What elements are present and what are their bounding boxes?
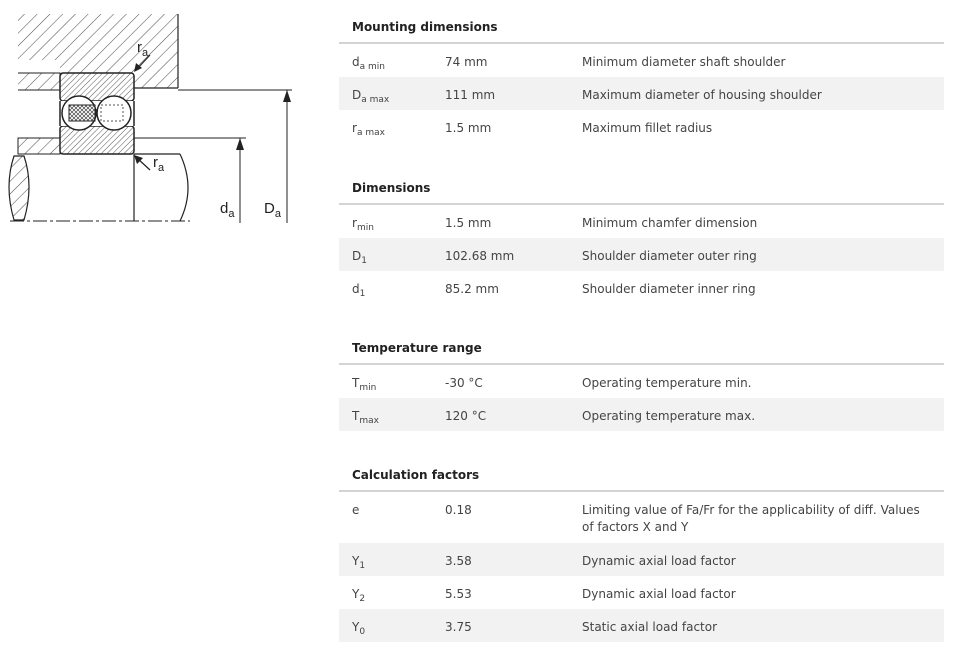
- section-title: Calculation factors: [339, 448, 944, 492]
- table-row: [339, 576, 944, 609]
- value: -30 °C: [445, 376, 483, 390]
- section-mounting-dimensions: [339, 0, 944, 143]
- inner-ring: [60, 126, 134, 154]
- outer-ring: [60, 73, 134, 101]
- table-row: [339, 110, 944, 143]
- description: Operating temperature min.: [582, 376, 752, 390]
- description: Minimum diameter shaft shoulder: [582, 55, 786, 69]
- value: 3.58: [445, 554, 472, 568]
- ra-label-top: $r_a$: [137, 39, 149, 59]
- description: Maximum diameter of housing shoulder: [582, 88, 822, 102]
- table-row: [339, 492, 944, 543]
- value: 3.75: [445, 620, 472, 634]
- table-row: [339, 238, 944, 271]
- description: Minimum chamfer dimension: [582, 216, 758, 230]
- table-row: [339, 543, 944, 576]
- value: 0.18: [445, 503, 472, 517]
- symbol: e: [352, 503, 360, 517]
- section-temperature-range: [339, 321, 944, 431]
- value: 120 °C: [445, 409, 487, 423]
- section-title: Dimensions: [339, 161, 944, 205]
- description: Dynamic axial load factor: [582, 587, 736, 601]
- value: 5.53: [445, 587, 472, 601]
- section-calculation-factors: [339, 448, 944, 642]
- symbol: $T_{min}$: [352, 376, 377, 393]
- ra-arrow-bottom: [134, 155, 150, 170]
- section-title: Temperature range: [339, 321, 944, 365]
- da-label: $d_a$: [220, 200, 235, 220]
- Da-label: $D_a$: [264, 200, 281, 220]
- symbol: $Y_1$: [352, 554, 366, 571]
- value: 102.68 mm: [445, 249, 515, 263]
- description: Dynamic axial load factor: [582, 554, 736, 568]
- symbol: $r_{a max}$: [352, 121, 385, 138]
- value: 1.5 mm: [445, 216, 492, 230]
- symbol: $Y_2$: [352, 587, 366, 604]
- description: Shoulder diameter inner ring: [582, 282, 756, 296]
- table-row: [339, 398, 944, 431]
- symbol: $d_1$: [352, 282, 366, 299]
- symbol: $D_1$: [352, 249, 367, 266]
- table-row: [339, 365, 944, 398]
- symbol: $d_{a min}$: [352, 55, 385, 72]
- table-row: [339, 44, 944, 77]
- ra-label-bottom: $r_a$: [153, 154, 165, 174]
- description: Shoulder diameter outer ring: [582, 249, 757, 263]
- Da-dimension-line: [178, 90, 292, 223]
- symbol: $r_{min}$: [352, 216, 374, 233]
- section-dimensions: [339, 161, 944, 304]
- table-row: [339, 77, 944, 110]
- value: 111 mm: [445, 88, 496, 102]
- value: 85.2 mm: [445, 282, 499, 296]
- symbol: $Y_0$: [352, 620, 366, 637]
- value: 1.5 mm: [445, 121, 492, 135]
- section-title: Mounting dimensions: [339, 0, 944, 44]
- description: Limiting value of Fa/Fr for the applicability of diff. Values of factors X and Y: [582, 503, 920, 534]
- description: Static axial load factor: [582, 620, 718, 634]
- table-row: [339, 271, 944, 304]
- symbol: $T_{max}$: [352, 409, 379, 426]
- table-row: [339, 205, 944, 238]
- symbol: $D_{a max}$: [352, 88, 390, 105]
- table-row: [339, 609, 944, 642]
- description: Operating temperature max.: [582, 409, 756, 423]
- bearing-mounting-diagram: [0, 0, 300, 240]
- description: Maximum fillet radius: [582, 121, 713, 135]
- value: 74 mm: [445, 55, 488, 69]
